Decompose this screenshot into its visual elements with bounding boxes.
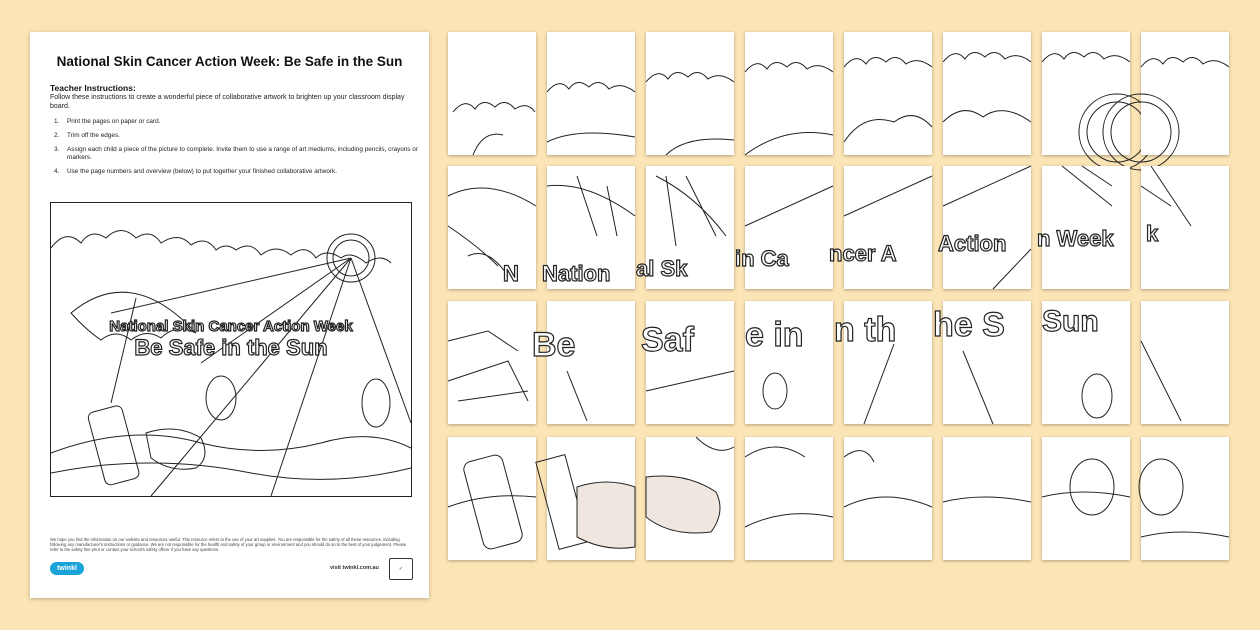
step-item: 1. Print the pages on paper or card. [54, 118, 161, 125]
page-tile [745, 32, 833, 155]
page-tile [448, 301, 536, 424]
page-tile [547, 437, 635, 560]
page-tile [646, 32, 734, 155]
step-item: 3. Assign each child a piece of the picture to complete. Invite them to use a range of art mediums, including pencils, crayons or markers. [54, 146, 418, 161]
overview-line1: National Skin Cancer Action Week [109, 318, 353, 335]
quality-badge-icon: ✓ [389, 558, 413, 580]
page-tile [745, 301, 833, 424]
page-tile [542, 166, 635, 289]
page-tile [933, 301, 1031, 424]
svg-text:he S: he S [933, 306, 1005, 344]
page-tile [745, 437, 833, 560]
twinkl-logo: twinkl [50, 562, 84, 575]
svg-text:al Sk: al Sk [636, 256, 688, 281]
overview-line2: Be Safe in the Sun [134, 335, 328, 360]
page-tile [1037, 166, 1130, 289]
svg-text:ncer A: ncer A [829, 241, 897, 266]
svg-text:Action: Action [938, 231, 1007, 256]
svg-text:e in: e in [745, 316, 804, 354]
page-tile [1042, 301, 1130, 424]
disclaimer-text: We hope you find the information on our website and resources useful. This resource refers to the use of your art supplies. You are responsible for the safety of all these resources, including following any manufacturer's instructions or guidance. We are not responsible for the health and safety of your group or environment and you should do so to the best of your judgement. Please refer to the safety fine print or contact your school's safety officer if you have any questions. [50, 537, 407, 552]
svg-text:Sun: Sun [1042, 305, 1099, 338]
page-tile [829, 166, 932, 289]
page-tile [1042, 32, 1130, 155]
page-tile [636, 166, 734, 289]
svg-text:Be: Be [532, 326, 576, 364]
page-tile [448, 437, 536, 560]
page-tile [938, 166, 1031, 289]
svg-text:n Week: n Week [1037, 226, 1114, 251]
page-tile [844, 32, 932, 155]
page-tile [834, 301, 932, 424]
page-tile [943, 437, 1031, 560]
page-tile [735, 166, 833, 289]
page-tile [448, 32, 536, 155]
page-tile [641, 301, 734, 424]
step-item: 4. Use the page numbers and overview (below) to put together your finished collaborative artwork. [54, 168, 337, 175]
svg-text:N: N [503, 261, 519, 286]
page-tile [1141, 301, 1229, 424]
page-tile [943, 32, 1031, 155]
svg-text:Saf: Saf [641, 321, 694, 359]
page-tile [1141, 32, 1229, 155]
instructions-heading: Teacher Instructions: [50, 83, 136, 93]
website-link[interactable]: visit twinkl.com.au [330, 565, 379, 571]
page-tile [1141, 166, 1229, 289]
svg-text:in Ca: in Ca [735, 246, 789, 271]
svg-text:Nation: Nation [542, 261, 611, 286]
page-tile [646, 437, 734, 560]
sheet-title: National Skin Cancer Action Week: Be Safe in the Sun [56, 54, 403, 69]
instructions-intro: Follow these instructions to create a wonderful piece of collaborative artwork to brighten up your classroom display board. [50, 94, 405, 110]
svg-text:k: k [1146, 221, 1159, 246]
svg-text:n th: n th [834, 311, 897, 349]
step-item: 2. Trim off the edges. [54, 132, 120, 139]
page-tile [547, 32, 635, 155]
page-tile [844, 437, 932, 560]
page-tile [1042, 437, 1130, 560]
page-tile [532, 301, 635, 424]
page-tile [1141, 437, 1229, 560]
page-tile [448, 166, 536, 289]
